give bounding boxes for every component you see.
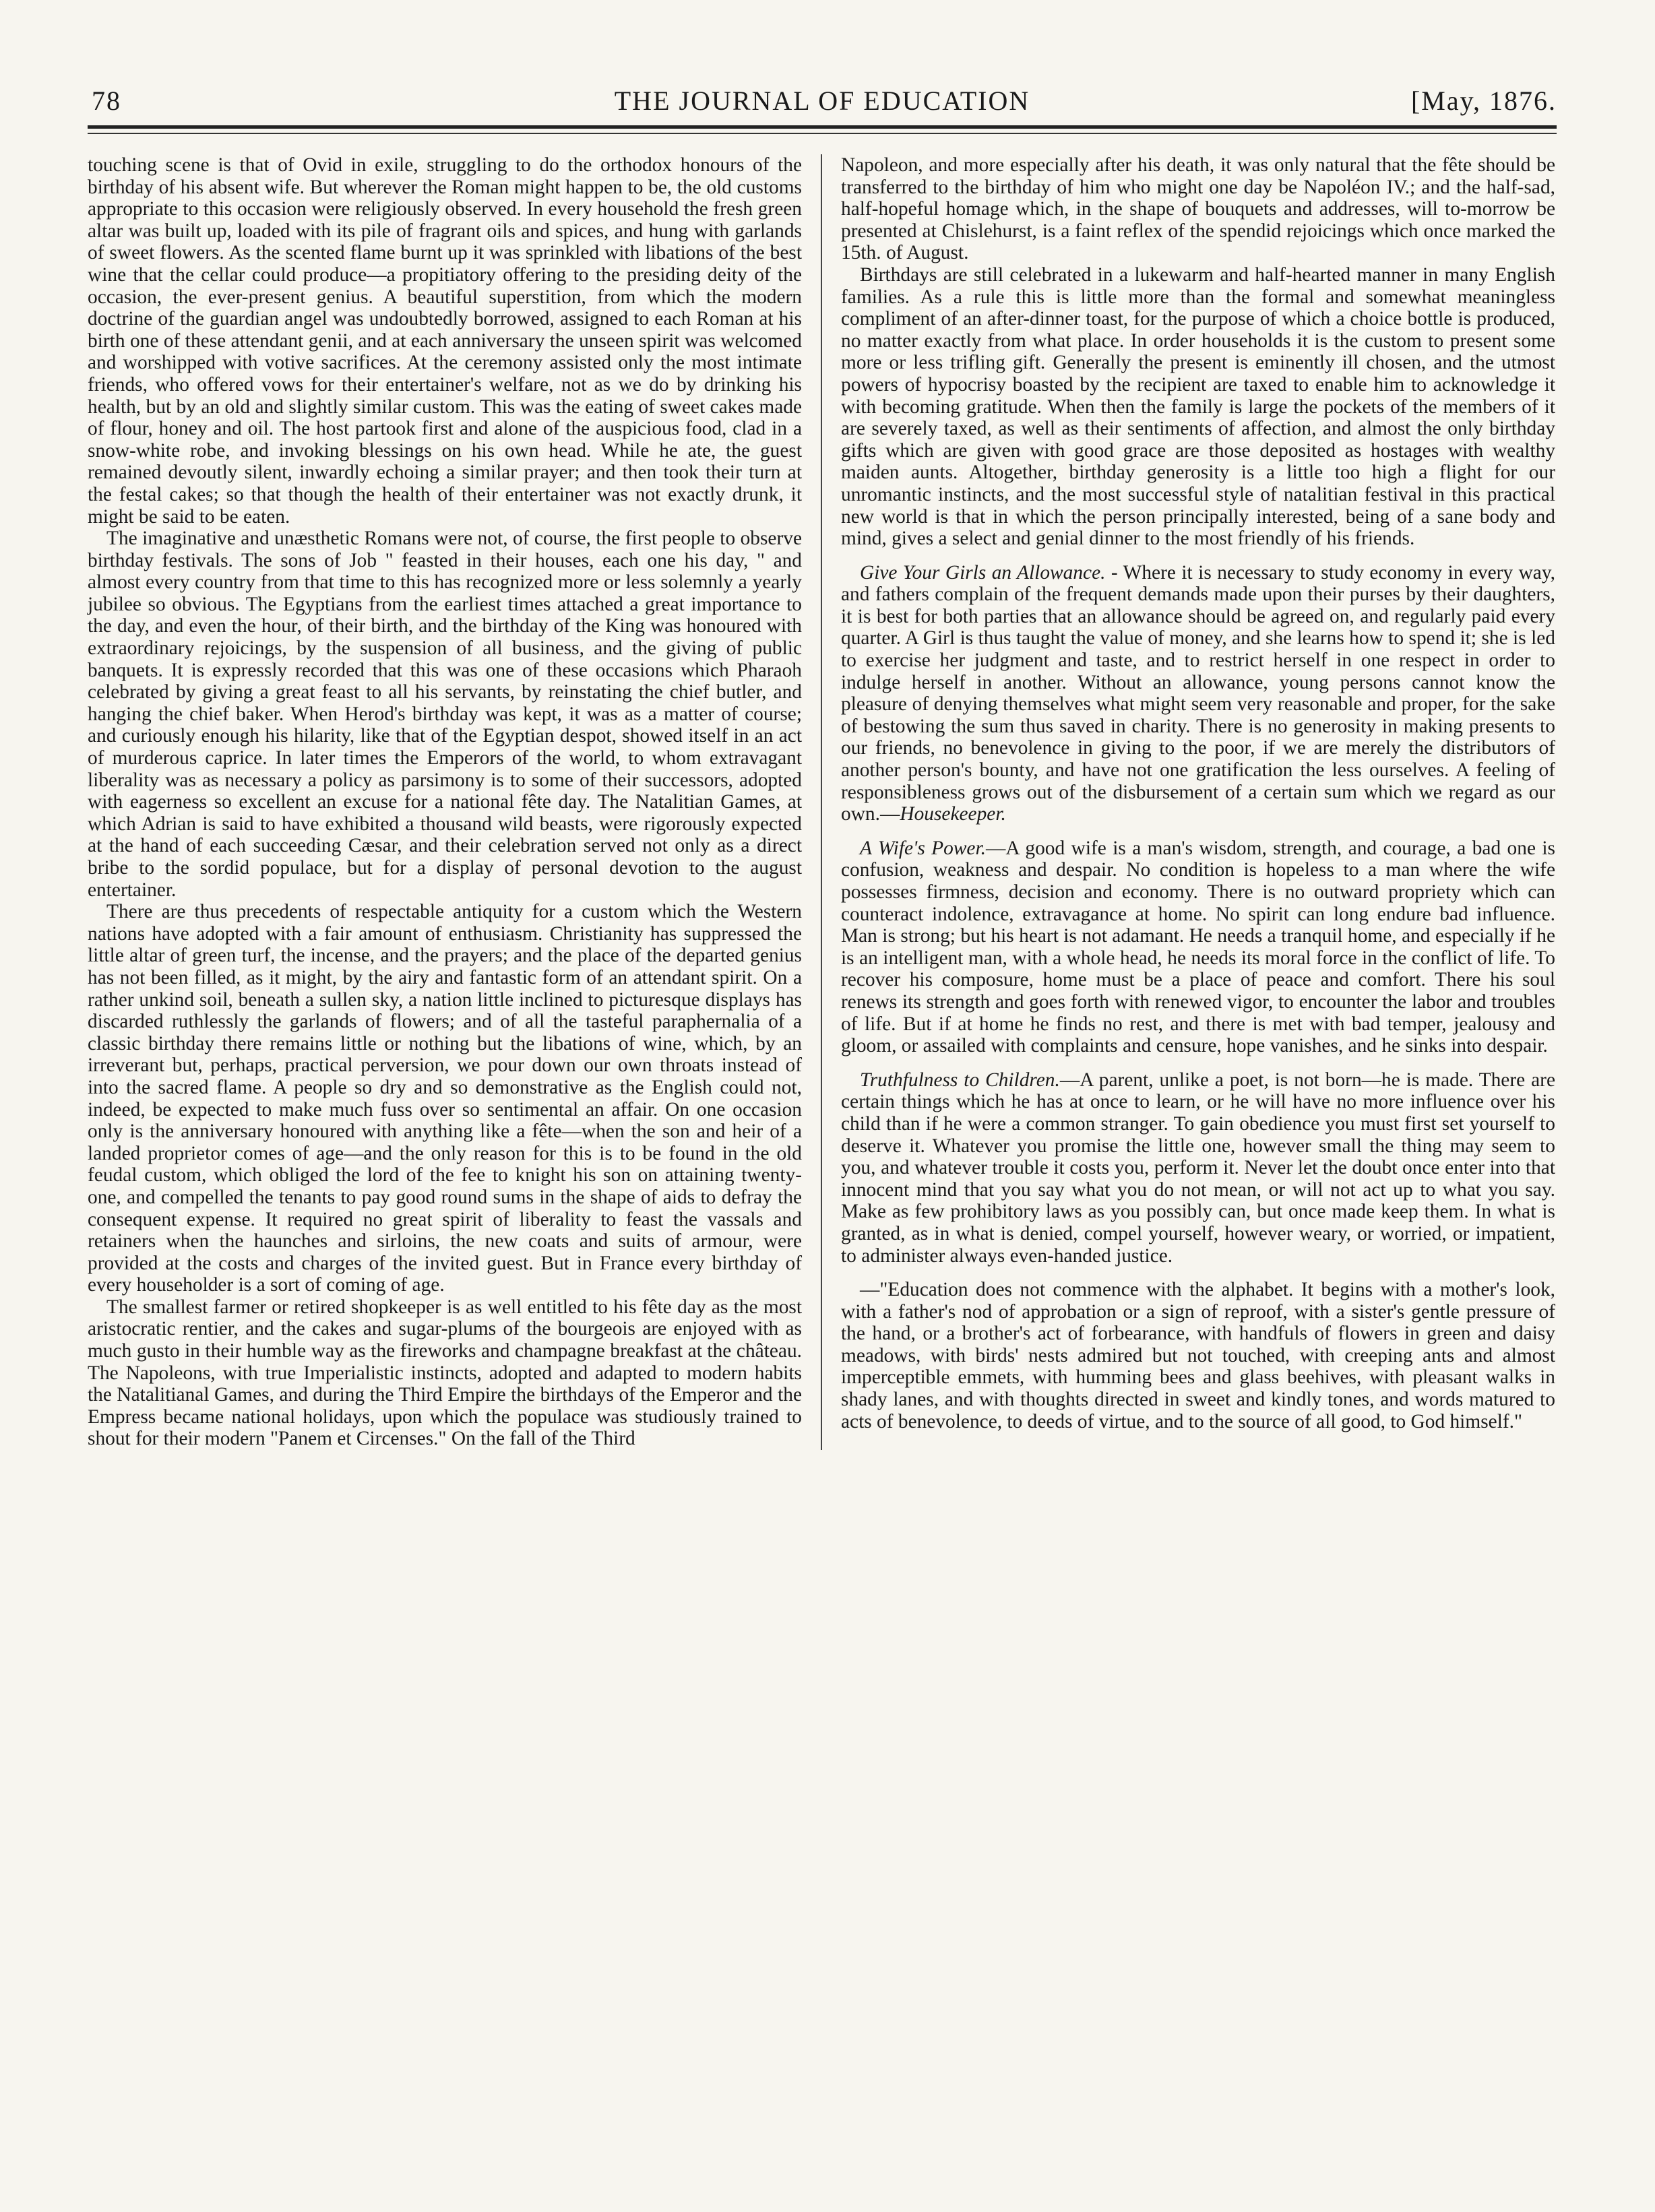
page-number: 78 bbox=[92, 86, 121, 116]
section-heading: Truthfulness to Children. bbox=[860, 1069, 1060, 1091]
right-column bbox=[841, 154, 1555, 1432]
paragraph-education-quote: —"Education does not commence with the alphabet. It begins with a mother's look, with a father's nod of approbation or a sign of reproof, with a sister's gentle pressure of the hand, or a brother's act of forbearance, with handfuls of flowers in green and daisy meadows, with birds' nests admired but not touched, with creeping ants and almost imperceptible emmets, with humming bees and glass beehives, with pleasant walks in shady lanes, and with thoughts directed in sweet and kindly tones, and words matured to acts of benevolence, to deeds of virtue, and to the source of all good, to God himself." bbox=[841, 1279, 1555, 1432]
header-rule-thick bbox=[88, 125, 1557, 129]
paragraph-allowance bbox=[841, 562, 1555, 825]
section-heading: A Wife's Power. bbox=[860, 837, 987, 859]
paragraph-text: —A parent, unlike a poet, is not born—he is made. There are certain things which he has at once to learn, or he will have no more influence over his child than if he were a common stranger. To gain obedience you must first set yourself to deserve it. Whatever you promise the little one, however small the thing may seem to you, and whatever trouble it costs you, perform it. Never let the doubt once enter into that innocent mind that you say what you do not mean, or will not act up to what you say. Make as few prohibitory laws as you possibly can, but once made keep them. In what is granted, as in what is denied, compel yourself, however weary, or worried, or impatient, to administer always even-handed justice. bbox=[841, 1069, 1555, 1267]
running-header bbox=[88, 80, 1557, 123]
column-divider bbox=[821, 154, 822, 1450]
paragraph: Birthdays are still celebrated in a lukewarm and half-hearted manner in many English families. As a rule this is little more than the formal and somewhat meaningless compliment of an after-dinner toast, for the purpose of which a choice bottle is produced, no matter exactly from what place. In order households it is the custom to present some more or less trifling gift. Generally the present is eminently ill chosen, and the utmost powers of hypocrisy boasted by the recipient are taxed to enable him to acknowledge it with becoming gratitude. When then the family is large the pockets of the members of it are severely taxed, as well as their sentiments of affection, and almost the only birthday gifts which are given with good grace are those deposited as hostages with wealthy maiden aunts. Altogether, birthday generosity is a little too high a flight for our unromantic instincts, and the most successful style of natalitian festival in this practical new world is that in which the person principally interested, being of a sane body and mind, gives a select and genial dinner to the most friendly of his friends. bbox=[841, 263, 1555, 550]
paragraph: There are thus precedents of respectable antiquity for a custom which the Western nations have adopted with a fair amount of enthusiasm. Christianity has suppressed the little altar of green turf, the incense, and the prayers; and the place of the departed genius has not been filled, as it might, by the airy and fantastic form of an attendant spirit. On a rather unkind soil, beneath a sullen sky, a nation little inclined to picturesque displays has discarded ruthlessly the garlands of flowers; and of all the tasteful paraphernalia of a classic birthday there remains little or nothing but the libations of wine, which, by an irreverant but, perhaps, practical perversion, we pour down our own throats instead of into the sacred flame. A people so dry and so demonstrative as the English could not, indeed, be expected to make much fuss over so sentimental an affair. On one occasion only is the anniversary honoured with anything like a fête—when the son and heir of a landed proprietor comes of age—and the only reason for this is to be found in the old feudal custom, which obliged the lord of the fee to knight his son on attaining twenty-one, and compelled the tenants to pay good round sums in the shape of aids to defray the consequent expense. It required no great spirit of liberality to feast the vassals and retainers when the haunches and sirloins, the new coats and suits of armour, were provided at the costs and charges of the invited guest. But in France every birthday of every householder is a sort of coming of age. bbox=[88, 901, 802, 1296]
paragraph-text: - Where it is necessary to study economy in every way, and fathers complain of the frequent demands made upon their purses by their daughters, it is best for both parties that an allowance should be agreed on, and regularly paid every quarter. A Girl is thus taught the value of money, and she learns how to spend it; she is led to exercise her judgment and taste, and to restrict herself in one respect in order to indulge herself in another. Without an allowance, young persons cannot know the pleasure of denying themselves what might seem very reasonable and proper, for the sake of bestowing the sum thus saved in charity. There is no generosity in making presents to our friends, no benevolence in giving to the poor, if we are merely the distributors of another person's bounty, and have not one gratification the less ourselves. A feeling of responsibleness grows out of the disbursement of a certain sum which we regard as our own.— bbox=[841, 561, 1555, 825]
header-rule-thin bbox=[88, 133, 1557, 134]
section-heading: Give Your Girls an Allowance. bbox=[860, 561, 1106, 583]
paragraph: Napoleon, and more especially after his death, it was only natural that the fête should be transferred to the birthday of him who might one day be Napoléon IV.; and the half-sad, half-hopeful homage which, in the shape of bouquets and addresses, will to-morrow be presented at Chislehurst, is a faint reflex of the spendid rejoicings which once marked the 15th. of August. bbox=[841, 154, 1555, 264]
issue-date: [May, 1876. bbox=[1410, 86, 1557, 116]
newspaper-page bbox=[88, 80, 1557, 1450]
paragraph: The imaginative and unæsthetic Romans were not, of course, the first people to observe birthday festivals. The sons of Job " feasted in their houses, each one his day, " and almost every country from that time to this has recognized more or less solemnly a yearly jubilee so obvious. The Egyptians from the earliest times attached a great importance to the day, and even the hour, of their birth, and the birthday of the King was honoured with extraordinary rejoicings, by the suspension of all business, and the giving of public banquets. It is expressly recorded that this was one of these occasions which Pharaoh celebrated by giving a great feast to all his servants, by reinstating the chief butler, and hanging the chief baker. When Herod's birthday was kept, it was as a matter of course; and curiously enough his hilarity, like that of the Egyptian despot, showed itself in an act of murderous caprice. In later times the Emperors of the world, to whom extravagant liberality was as necessary a policy as parsimony is to some of their successors, adopted with eagerness so excellent an excuse for a national fête day. The Natalitian Games, at which Adrian is said to have exhibited a thousand wild beasts, were rigorously expected at the hand of each succeeding Cæsar, and their celebration served not only as a direct bribe to the sordid populace, but for a display of personal devotion to the august entertainer. bbox=[88, 528, 802, 901]
source-credit: Housekeeper. bbox=[900, 803, 1006, 825]
paragraph-text: —A good wife is a man's wisdom, strength, and courage, a bad one is confusion, weakness and despair. No condition is hopeless to a man where the wife possesses firmness, decision and economy. There is no outward propriety which can counteract indolence, extravagance at home. No spirit can long endure bad influence. Man is strong; but his heart is not adamant. He needs a tranquil home, and especially if he is an intelligent man, with a whole head, he needs its moral force in the conflict of life. To recover his composure, home must be a place of peace and comfort. There his soul renews its strength and goes forth with renewed vigor, to encounter the labor and troubles of life. But if at home he finds no rest, and there is met with bad temper, jealousy and gloom, or assailed with complaints and censure, hope vanishes, and he sinks into despair. bbox=[841, 837, 1555, 1057]
paragraph: touching scene is that of Ovid in exile, struggling to do the orthodox honours of the birthday of his absent wife. But wherever the Roman might happen to be, the old customs appropriate to this occasion were religiously observed. In every household the fresh green altar was built up, loaded with its pile of fragrant oils and spices, and hung with garlands of sweet flowers. As the scented flame burnt up it was sprinkled with libations of the best wine that the cellar could produce—a propitiatory offering to the presiding deity of the occasion, the ever-present genius. A beautiful superstition, from which the modern doctrine of the guardian angel was undoubtedly borrowed, assigned to each Roman at his birth one of these attendant genii, and at each anniversary the unseen spirit was welcomed and worshipped with votive sacrifices. At the ceremony assisted only the most intimate friends, who offered vows for their entertainer's welfare, not as we do by drinking his health, but by an old and slightly similar custom. This was the eating of sweet cakes made of flour, honey and oil. The host partook first and alone of the auspicious food, clad in a snow-white robe, and invoking blessings on his own head. While he ate, the guest remained devoutly silent, inwardly echoing a similar prayer; and then took their turn at the festal cakes; so that though the health of their entertainer was not exactly drunk, it might be said to be eaten. bbox=[88, 154, 802, 528]
paragraph-wifes-power bbox=[841, 838, 1555, 1057]
paragraph: The smallest farmer or retired shopkeeper is as well entitled to his fête day as the most aristocratic rentier, and the cakes and sugar-plums of the bourgeois are enjoyed with as much gusto in their humble way as the fireworks and champagne breakfast at the château. The Napoleons, with true Imperialistic instincts, adopted and adapted to modern habits the Natalitianal Games, and during the Third Empire the birthdays of the Emperor and the Empress became national holidays, upon which the populace was studiously trained to shout for their modern "Panem et Circenses." On the fall of the Third bbox=[88, 1296, 802, 1450]
paragraph-truthfulness bbox=[841, 1069, 1555, 1267]
left-column bbox=[88, 154, 802, 1450]
journal-title: THE JOURNAL OF EDUCATION bbox=[614, 86, 1030, 116]
article-columns bbox=[88, 154, 1557, 1450]
